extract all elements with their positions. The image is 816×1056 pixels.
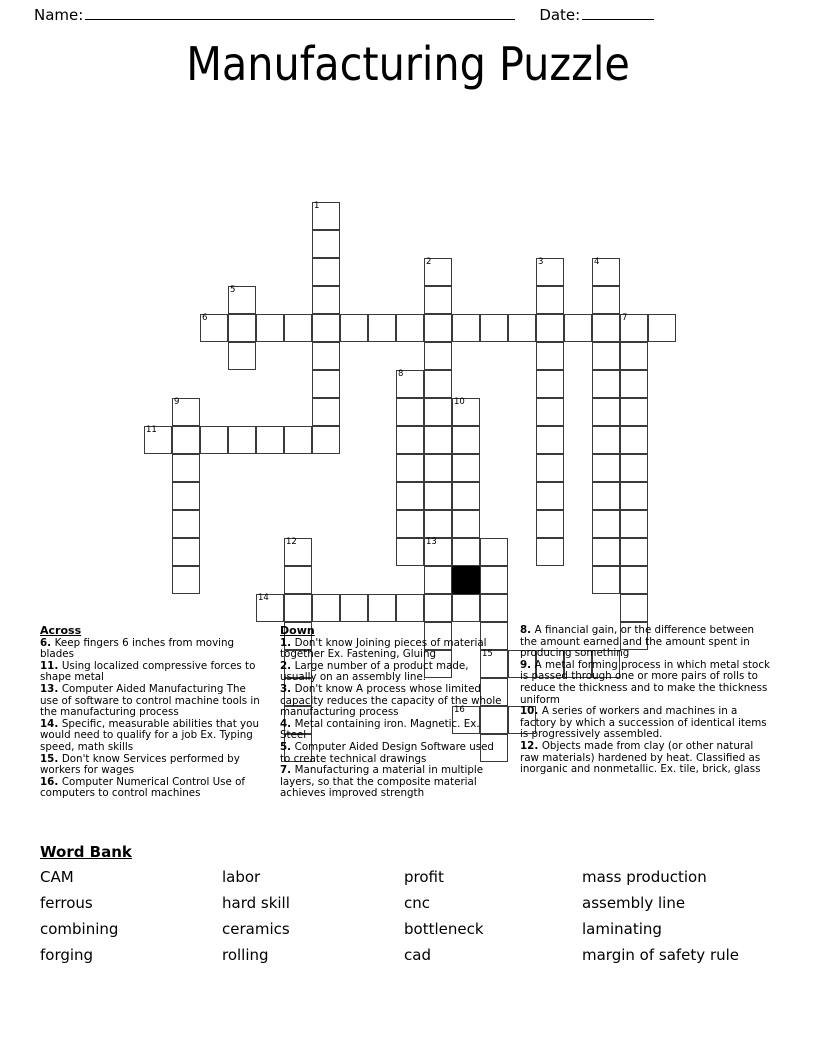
grid-cell-number: 6 <box>202 312 208 323</box>
grid-cell[interactable] <box>396 538 424 566</box>
across-heading: Across <box>40 624 82 637</box>
grid-cell-number: 10 <box>454 396 465 407</box>
grid-cell[interactable] <box>620 566 648 594</box>
down-heading: Down <box>280 624 315 637</box>
grid-cell[interactable] <box>620 426 648 454</box>
grid-cell[interactable] <box>592 398 620 426</box>
grid-cell[interactable] <box>592 566 620 594</box>
grid-cell[interactable] <box>452 454 480 482</box>
clue-text: A series of workers and machines in a factory by which a succession of identical items is progressively assembled. <box>520 705 767 741</box>
clues-across-column <box>40 625 280 800</box>
grid-cell[interactable] <box>508 314 536 342</box>
clue-text: Don't know A process whose limited capacity reduces the capacity of the whole manufacturing process <box>280 682 502 719</box>
clue-number: 13. <box>40 682 62 695</box>
grid-cell[interactable] <box>340 314 368 342</box>
word-bank-item[interactable]: cad <box>404 946 431 964</box>
word-bank-item[interactable]: assembly line <box>582 894 686 912</box>
grid-cell[interactable] <box>200 314 228 342</box>
word-bank-item[interactable]: forging <box>40 946 94 964</box>
clue-number: 11. <box>40 659 62 672</box>
grid-cell[interactable] <box>312 286 340 314</box>
grid-cell[interactable] <box>396 314 424 342</box>
grid-cell-number: 11 <box>146 424 157 435</box>
word-bank-item[interactable]: laminating <box>582 920 662 938</box>
clue-number: 7. <box>280 764 295 777</box>
grid-cell[interactable] <box>424 510 452 538</box>
word-bank-item[interactable]: rolling <box>222 946 269 964</box>
clue-text: Manufacturing a material in multiple layers, so that the composite material achieves improved strength <box>280 764 484 800</box>
clue-text: Metal containing iron. Magnetic. Ex. Steel <box>280 717 480 742</box>
down-clue <box>280 719 506 742</box>
grid-cell-number: 13 <box>426 536 437 547</box>
grid-cell[interactable] <box>396 398 424 426</box>
grid-cell[interactable] <box>452 426 480 454</box>
grid-cell[interactable] <box>312 202 340 230</box>
grid-cell[interactable] <box>620 538 648 566</box>
clue-number: 4. <box>280 717 295 730</box>
grid-cell[interactable] <box>620 482 648 510</box>
word-bank-item[interactable]: margin of safety rule <box>582 946 740 964</box>
clue-number: 9. <box>520 658 535 671</box>
word-bank-item[interactable]: cnc <box>404 894 431 912</box>
grid-cell[interactable] <box>424 566 452 594</box>
grid-cell[interactable] <box>172 538 200 566</box>
grid-cell[interactable] <box>536 258 564 286</box>
grid-cell-number: 12 <box>286 536 297 547</box>
word-bank-item[interactable]: ceramics <box>222 920 290 938</box>
grid-cell[interactable] <box>592 258 620 286</box>
grid-cell[interactable] <box>480 538 508 566</box>
down-clue <box>280 661 506 684</box>
grid-cell[interactable] <box>480 314 508 342</box>
grid-cell-number: 5 <box>230 284 236 295</box>
word-bank-item[interactable]: labor <box>222 868 261 886</box>
grid-cell[interactable] <box>452 398 480 426</box>
grid-cell[interactable] <box>228 342 256 370</box>
grid-cell[interactable] <box>592 370 620 398</box>
clue-number: 15. <box>40 752 62 765</box>
grid-cell[interactable] <box>424 454 452 482</box>
grid-cell-number: 16 <box>454 704 465 715</box>
word-bank-item[interactable]: CAM <box>40 868 74 886</box>
clue-number: 14. <box>40 717 62 730</box>
grid-cell[interactable] <box>592 482 620 510</box>
grid-cell[interactable] <box>256 426 284 454</box>
grid-cell[interactable] <box>312 594 340 622</box>
clue-number: 16. <box>40 775 62 788</box>
word-bank-heading: Word Bank <box>40 843 132 861</box>
grid-cell[interactable] <box>396 454 424 482</box>
grid-cell[interactable] <box>340 594 368 622</box>
across-clue <box>40 777 266 800</box>
grid-cell[interactable] <box>620 510 648 538</box>
clue-text: Objects made from clay (or other natural raw materials) hardened by heat. Classified as inorganic and nonmetallic. Ex. tile, brick, glass <box>520 739 761 776</box>
grid-cell[interactable] <box>424 426 452 454</box>
grid-cell[interactable] <box>396 370 424 398</box>
clue-text: Computer Aided Manufacturing The use of software to control machine tools in the manufacturing process <box>40 682 260 719</box>
grid-cell[interactable] <box>592 342 620 370</box>
word-bank-item[interactable]: bottleneck <box>404 920 484 938</box>
grid-cell[interactable] <box>172 566 200 594</box>
clues-down-overflow-column <box>520 625 772 776</box>
grid-cell[interactable] <box>424 398 452 426</box>
grid-cell-number: 3 <box>538 256 544 267</box>
grid-cell[interactable] <box>424 342 452 370</box>
grid-cell-number: 1 <box>314 200 320 211</box>
grid-cell[interactable] <box>424 538 452 566</box>
grid-cell[interactable] <box>172 426 200 454</box>
grid-cell[interactable] <box>536 370 564 398</box>
grid-cell-number: 7 <box>622 312 628 323</box>
name-write-line[interactable] <box>85 6 515 20</box>
down-clue <box>520 625 772 660</box>
grid-cell[interactable] <box>312 230 340 258</box>
grid-cell[interactable] <box>396 510 424 538</box>
grid-cell[interactable] <box>424 314 452 342</box>
clues-down-column <box>280 625 520 800</box>
down-clue <box>280 684 506 719</box>
word-bank-item[interactable]: ferrous <box>40 894 93 912</box>
grid-cell[interactable] <box>452 314 480 342</box>
clue-number: 10. <box>520 705 542 718</box>
grid-cell[interactable] <box>536 510 564 538</box>
across-clue <box>40 719 266 754</box>
grid-cell-number: 15 <box>482 648 493 659</box>
clue-text: Specific, measurable abilities that you would need to qualify for a job Ex. Typing speed, math skills <box>40 717 259 753</box>
grid-cell[interactable] <box>284 594 312 622</box>
grid-cell[interactable] <box>284 314 312 342</box>
grid-cell[interactable] <box>368 314 396 342</box>
clue-number: 6. <box>40 636 55 649</box>
word-bank-section <box>0 843 816 964</box>
grid-cell[interactable] <box>424 286 452 314</box>
grid-block-cell <box>452 566 480 594</box>
across-clue <box>40 661 266 684</box>
across-clue-list <box>40 638 266 800</box>
clue-text: Large number of a product made, usually on an assembly line. <box>280 659 469 684</box>
grid-cell[interactable] <box>452 482 480 510</box>
clue-number: 12. <box>520 739 542 752</box>
word-bank-item[interactable]: mass production <box>582 868 707 886</box>
name-label: Name: <box>34 6 84 24</box>
grid-cell-number: 8 <box>398 368 404 379</box>
grid-cell[interactable] <box>424 482 452 510</box>
grid-cell[interactable] <box>452 510 480 538</box>
grid-cell-number: 2 <box>426 256 432 267</box>
across-clue <box>40 638 266 661</box>
grid-cell[interactable] <box>592 286 620 314</box>
grid-cell[interactable] <box>620 594 648 622</box>
grid-cell[interactable] <box>536 314 564 342</box>
clue-number: 1. <box>280 636 295 649</box>
grid-cell[interactable] <box>396 594 424 622</box>
grid-cell-number: 9 <box>174 396 180 407</box>
clue-text: Computer Numerical Control Use of computers to control machines <box>40 775 246 800</box>
down-clue <box>520 741 772 776</box>
across-clue <box>40 684 266 719</box>
grid-cell[interactable] <box>172 482 200 510</box>
grid-cell[interactable] <box>396 482 424 510</box>
clue-text: A financial gain, or the difference between the amount earned and the amount spent in producing something <box>520 624 755 660</box>
grid-cell[interactable] <box>256 594 284 622</box>
clue-text: Don't know Services performed by workers for wages <box>40 752 240 777</box>
across-clue <box>40 754 266 777</box>
down-clue <box>280 742 506 765</box>
grid-cell[interactable] <box>592 538 620 566</box>
grid-cell[interactable] <box>368 594 396 622</box>
grid-cell[interactable] <box>648 314 676 342</box>
word-bank-item[interactable]: profit <box>404 868 444 886</box>
grid-cell[interactable] <box>284 426 312 454</box>
clue-number: 2. <box>280 659 295 672</box>
clue-number: 5. <box>280 740 295 753</box>
grid-cell[interactable] <box>536 286 564 314</box>
grid-cell[interactable] <box>620 314 648 342</box>
grid-cell[interactable] <box>536 342 564 370</box>
clue-number: 8. <box>520 624 535 636</box>
grid-cell[interactable] <box>284 566 312 594</box>
grid-cell[interactable] <box>592 426 620 454</box>
name-date-header <box>0 0 816 24</box>
grid-cell[interactable] <box>172 454 200 482</box>
grid-cell[interactable] <box>312 370 340 398</box>
grid-cell[interactable] <box>536 426 564 454</box>
grid-cell[interactable] <box>200 426 228 454</box>
word-bank-grid <box>40 868 776 964</box>
grid-cell[interactable] <box>228 426 256 454</box>
grid-cell[interactable] <box>424 258 452 286</box>
grid-cell[interactable] <box>312 314 340 342</box>
clue-text: Using localized compressive forces to shape metal <box>40 659 256 684</box>
down-clue-list-first <box>280 638 506 800</box>
grid-cell[interactable] <box>480 566 508 594</box>
grid-cell[interactable] <box>620 342 648 370</box>
grid-cell[interactable] <box>452 538 480 566</box>
date-write-line[interactable] <box>582 6 654 20</box>
grid-cell[interactable] <box>592 314 620 342</box>
clue-text: Don't know Joining pieces of material together Ex. Fastening, Gluing <box>280 636 487 661</box>
grid-cell[interactable] <box>172 510 200 538</box>
grid-cell[interactable] <box>312 426 340 454</box>
grid-cell[interactable] <box>592 510 620 538</box>
down-clue <box>520 706 772 741</box>
grid-cell[interactable] <box>424 594 452 622</box>
grid-cell-number: 14 <box>258 592 269 603</box>
grid-cell[interactable] <box>312 342 340 370</box>
grid-cell[interactable] <box>228 286 256 314</box>
grid-cell[interactable] <box>256 314 284 342</box>
clue-number: 3. <box>280 682 295 695</box>
grid-cell[interactable] <box>620 398 648 426</box>
grid-cell[interactable] <box>536 482 564 510</box>
grid-cell-number: 4 <box>594 256 600 267</box>
grid-cell[interactable] <box>620 454 648 482</box>
clue-text: Computer Aided Design Software used to create technical drawings <box>280 740 494 765</box>
clue-text: A metal forming process in which metal stock is passed through one or more pairs of rolls to reduce the thickness and to make the thickness uniform <box>520 658 770 706</box>
grid-cell[interactable] <box>536 398 564 426</box>
grid-cell[interactable] <box>312 258 340 286</box>
down-clue <box>280 765 506 800</box>
grid-cell[interactable] <box>592 454 620 482</box>
grid-cell[interactable] <box>452 594 480 622</box>
grid-cell[interactable] <box>312 398 340 426</box>
word-bank-item[interactable]: hard skill <box>222 894 290 912</box>
grid-cell[interactable] <box>396 426 424 454</box>
grid-cell[interactable] <box>564 314 592 342</box>
date-label: Date: <box>539 6 581 24</box>
word-bank-item[interactable]: combining <box>40 920 119 938</box>
down-clue-list-continued <box>520 625 772 776</box>
down-clue <box>280 638 506 661</box>
grid-cell[interactable] <box>536 454 564 482</box>
clue-text: Keep fingers 6 inches from moving blades <box>40 636 235 661</box>
down-clue <box>520 660 772 706</box>
grid-cell[interactable] <box>536 538 564 566</box>
grid-cell[interactable] <box>284 538 312 566</box>
page-title: Manufacturing Puzzle <box>186 37 630 91</box>
grid-cell[interactable] <box>172 398 200 426</box>
grid-cell[interactable] <box>620 370 648 398</box>
grid-cell[interactable] <box>480 594 508 622</box>
grid-cell[interactable] <box>424 370 452 398</box>
grid-cell[interactable] <box>144 426 172 454</box>
clues-section <box>0 625 816 800</box>
grid-cell[interactable] <box>228 314 256 342</box>
